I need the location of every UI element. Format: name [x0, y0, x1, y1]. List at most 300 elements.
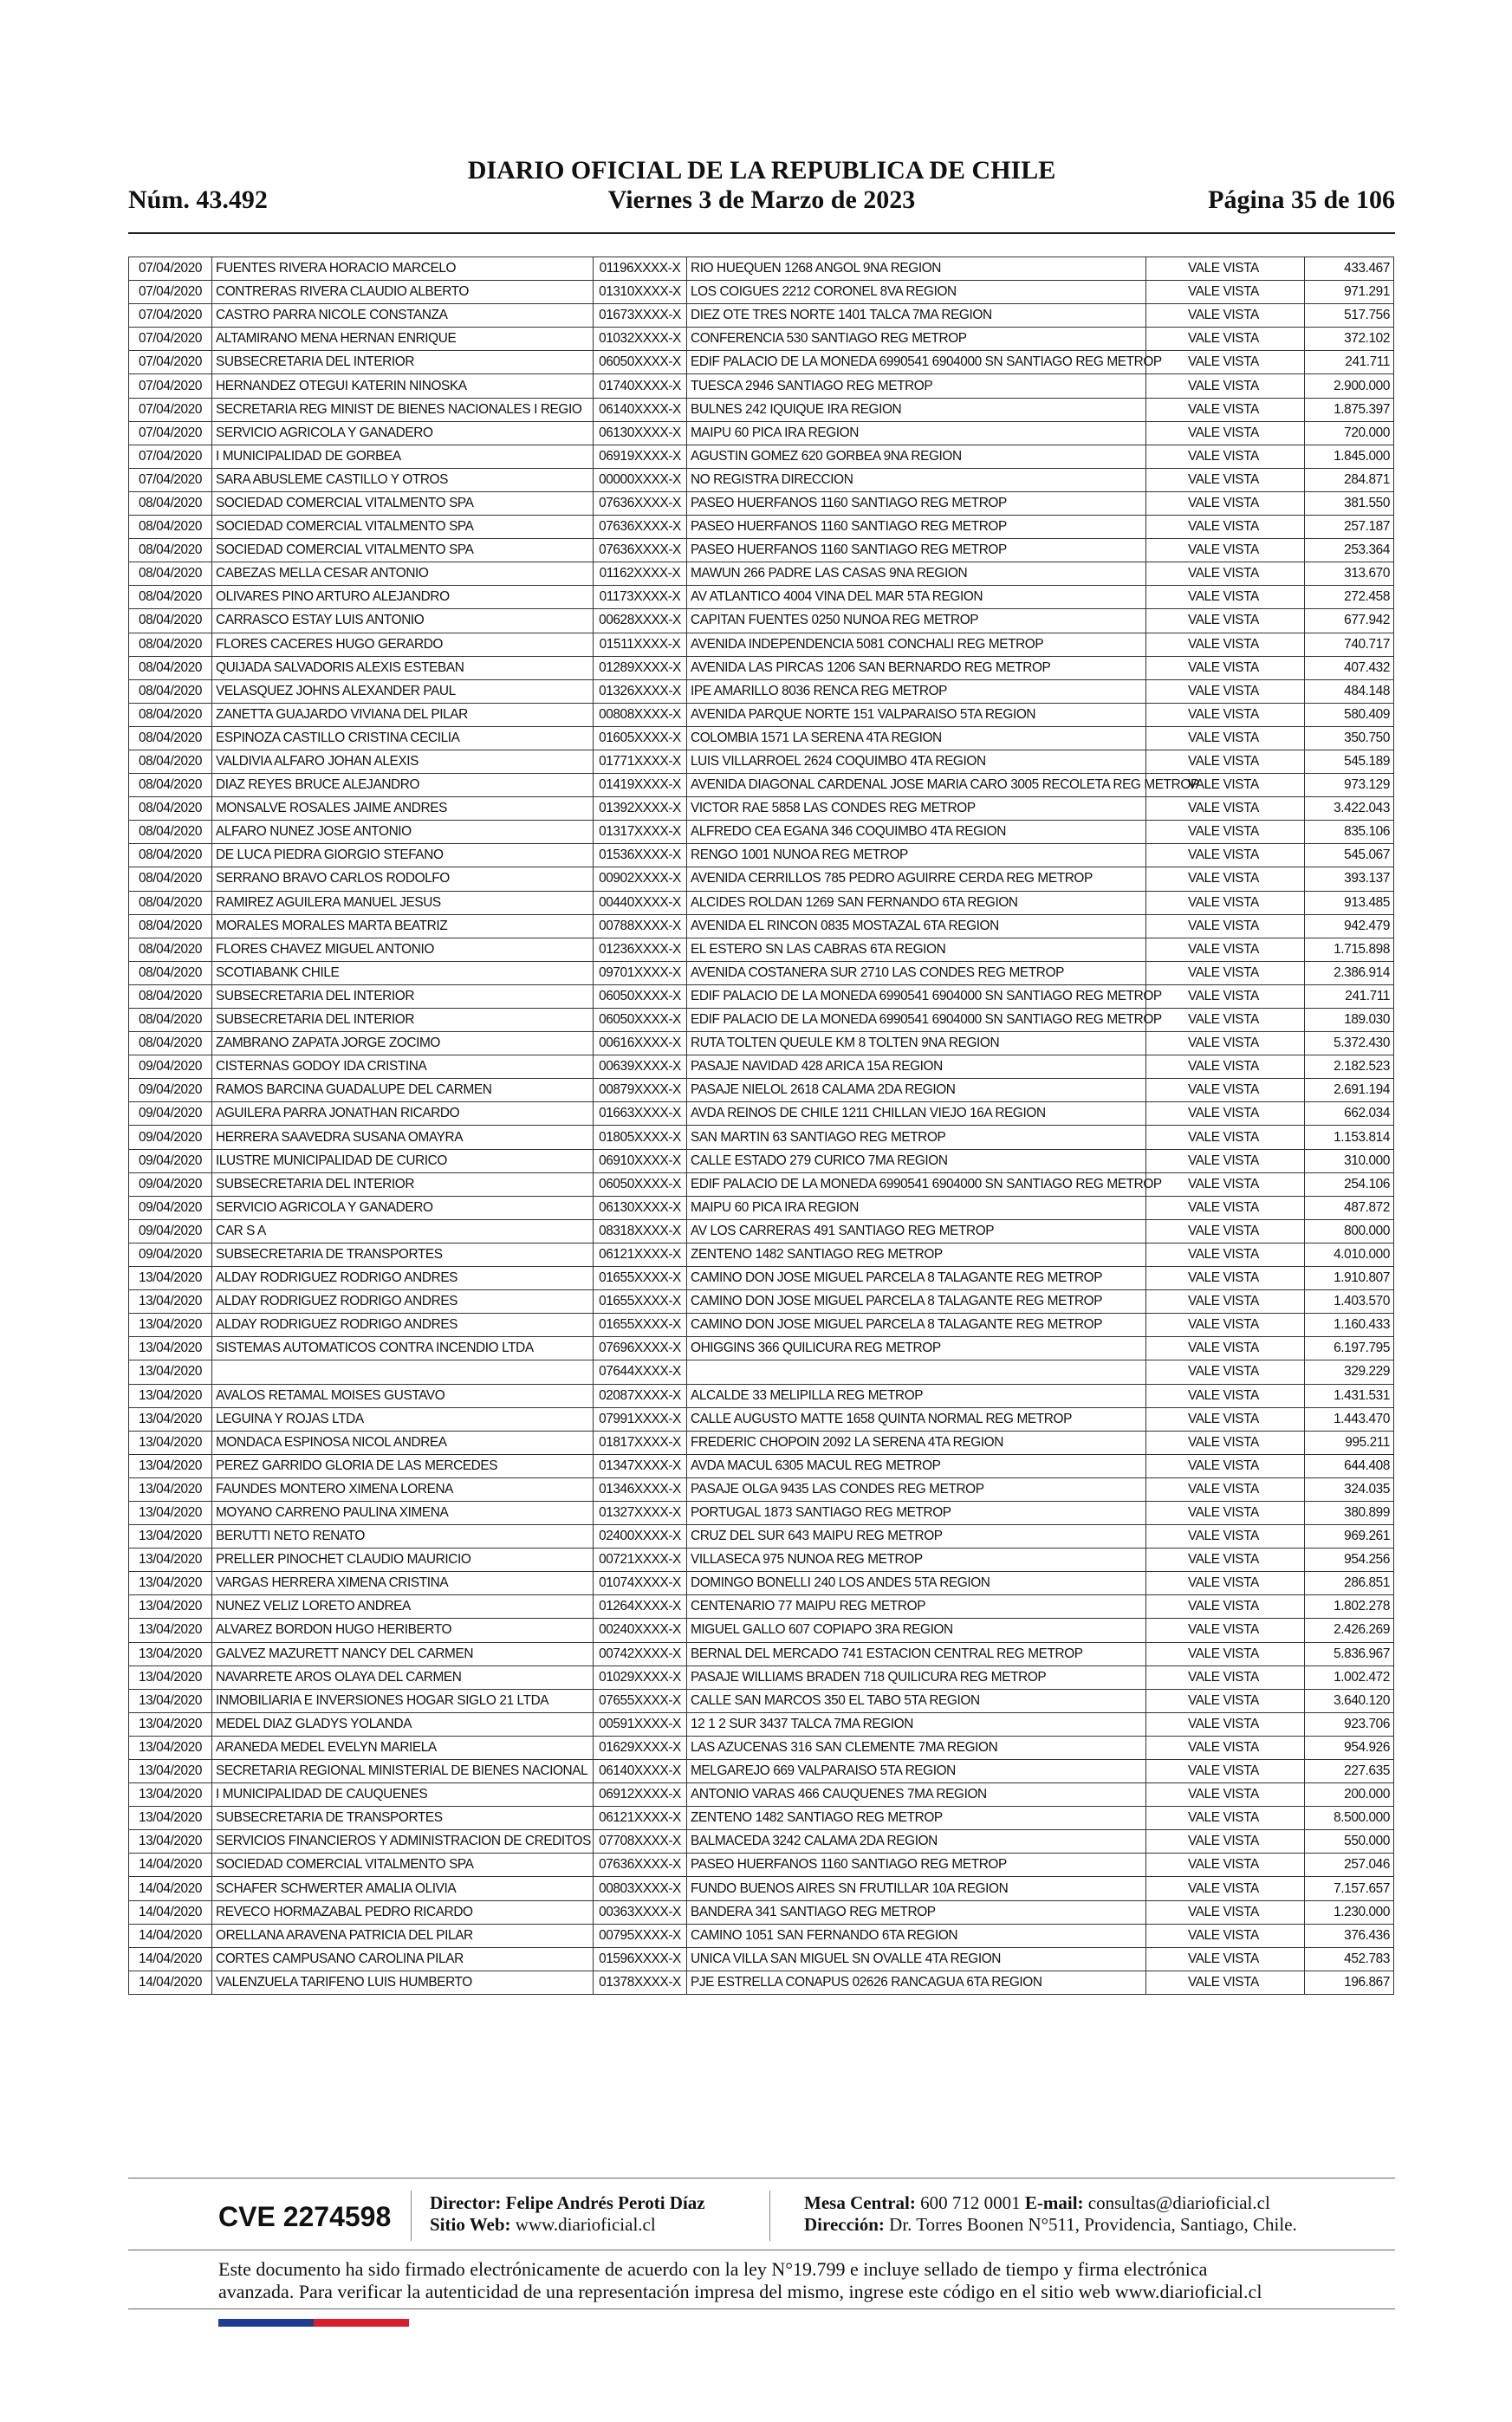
document-type-cell: VALE VISTA	[1146, 586, 1305, 609]
amount-cell: 720.000	[1305, 421, 1394, 445]
amount-cell: 1.160.433	[1305, 1314, 1394, 1337]
document-type-cell: VALE VISTA	[1146, 1172, 1305, 1196]
rut-cell: 08318XXXX-X	[594, 1219, 687, 1243]
address-cell: PASAJE OLGA 9435 LAS CONDES REG METROP	[687, 1477, 1146, 1501]
table-row	[129, 1360, 1394, 1384]
amount-cell: 5.836.967	[1305, 1642, 1394, 1666]
document-type-cell: VALE VISTA	[1146, 1572, 1305, 1595]
beneficiary-cell: SARA ABUSLEME CASTILLO Y OTROS	[212, 468, 594, 491]
document-type-cell: VALE VISTA	[1146, 633, 1305, 656]
table-row	[129, 1314, 1394, 1337]
address-text: Dr. Torres Boonen N°511, Providencia, Santiago, Chile.	[889, 2214, 1297, 2235]
beneficiary-cell: SUBSECRETARIA DEL INTERIOR	[212, 984, 594, 1008]
rut-cell: 01805XXXX-X	[594, 1126, 687, 1149]
document-type-cell: VALE VISTA	[1146, 1407, 1305, 1431]
document-type-cell: VALE VISTA	[1146, 797, 1305, 821]
amount-cell: 971.291	[1305, 281, 1394, 304]
amount-cell: 800.000	[1305, 1219, 1394, 1243]
rut-cell: 07636XXXX-X	[594, 516, 687, 539]
rut-cell: 01655XXXX-X	[594, 1267, 687, 1290]
address-cell: ALCIDES ROLDAN 1269 SAN FERNANDO 6TA REGION	[687, 891, 1146, 914]
document-type-cell: VALE VISTA	[1146, 703, 1305, 726]
table-row	[129, 1760, 1394, 1783]
beneficiary-cell: SECRETARIA REGIONAL MINISTERIAL DE BIENES NACIONAL	[212, 1760, 594, 1783]
table-row	[129, 1783, 1394, 1807]
rut-cell: 01655XXXX-X	[594, 1314, 687, 1337]
legal-line: Este documento ha sido firmado electrónicamente de acuerdo con la ley N°19.799 e incluye sellado de tiempo y firma electrónica	[218, 2258, 1208, 2280]
address-cell: FUNDO BUENOS AIRES SN FRUTILLAR 10A REGION	[687, 1877, 1146, 1900]
table-row	[129, 516, 1394, 539]
address-cell: ZENTENO 1482 SANTIAGO REG METROP	[687, 1243, 1146, 1266]
table-row	[129, 1290, 1394, 1314]
beneficiary-cell: CASTRO PARRA NICOLE CONSTANZA	[212, 304, 594, 328]
rut-cell: 01173XXXX-X	[594, 586, 687, 609]
beneficiary-cell: SCOTIABANK CHILE	[212, 961, 594, 984]
address-cell: AVENIDA EL RINCON 0835 MOSTAZAL 6TA REGION	[687, 914, 1146, 938]
date-cell: 13/04/2020	[129, 1549, 212, 1572]
table-row	[129, 374, 1394, 398]
date-cell: 08/04/2020	[129, 539, 212, 562]
table-row	[129, 421, 1394, 445]
beneficiary-cell: FLORES CHAVEZ MIGUEL ANTONIO	[212, 938, 594, 961]
document-type-cell: VALE VISTA	[1146, 609, 1305, 633]
website-link[interactable]: www.diarioficial.cl	[515, 2214, 656, 2235]
rut-cell: 01673XXXX-X	[594, 304, 687, 328]
date-cell: 08/04/2020	[129, 609, 212, 633]
beneficiary-cell: ARANEDA MEDEL EVELYN MARIELA	[212, 1736, 594, 1759]
address-cell: AV ATLANTICO 4004 VINA DEL MAR 5TA REGION	[687, 586, 1146, 609]
beneficiary-cell: ILUSTRE MUNICIPALIDAD DE CURICO	[212, 1149, 594, 1172]
address-cell: LOS COIGUES 2212 CORONEL 8VA REGION	[687, 281, 1146, 304]
amount-cell: 644.408	[1305, 1454, 1394, 1477]
rut-cell: 00803XXXX-X	[594, 1877, 687, 1900]
date-cell: 08/04/2020	[129, 844, 212, 867]
beneficiary-cell: VARGAS HERRERA XIMENA CRISTINA	[212, 1572, 594, 1595]
amount-cell: 942.479	[1305, 914, 1394, 938]
rut-cell: 00879XXXX-X	[594, 1079, 687, 1102]
date-cell: 09/04/2020	[129, 1196, 212, 1219]
document-type-cell: VALE VISTA	[1146, 1384, 1305, 1407]
address-cell: FREDERIC CHOPOIN 2092 LA SERENA 4TA REGION	[687, 1431, 1146, 1454]
flag-stripe	[218, 2319, 409, 2327]
rut-cell: 00363XXXX-X	[594, 1900, 687, 1924]
address-cell: DIEZ OTE TRES NORTE 1401 TALCA 7MA REGION	[687, 304, 1146, 328]
rut-cell: 01740XXXX-X	[594, 374, 687, 398]
amount-cell: 1.002.472	[1305, 1666, 1394, 1689]
date-cell: 13/04/2020	[129, 1431, 212, 1454]
email-address[interactable]: consultas@diarioficial.cl	[1087, 2192, 1270, 2213]
beneficiary-cell: FAUNDES MONTERO XIMENA LORENA	[212, 1477, 594, 1501]
date-cell: 13/04/2020	[129, 1760, 212, 1783]
amount-cell: 241.711	[1305, 984, 1394, 1008]
amount-cell: 580.409	[1305, 703, 1394, 726]
table-row	[129, 1079, 1394, 1102]
address-cell: EDIF PALACIO DE LA MONEDA 6990541 6904000 SN SANTIAGO REG METROP	[687, 1009, 1146, 1032]
table-row	[129, 1384, 1394, 1407]
address-cell: PASEO HUERFANOS 1160 SANTIAGO REG METROP	[687, 539, 1146, 562]
document-type-cell: VALE VISTA	[1146, 1219, 1305, 1243]
date-cell: 13/04/2020	[129, 1689, 212, 1712]
date-cell: 08/04/2020	[129, 891, 212, 914]
beneficiary-cell	[212, 1360, 594, 1384]
rut-cell: 01605XXXX-X	[594, 726, 687, 750]
table-row	[129, 609, 1394, 633]
beneficiary-cell: HERRERA SAAVEDRA SUSANA OMAYRA	[212, 1126, 594, 1149]
beneficiary-cell: SUBSECRETARIA DEL INTERIOR	[212, 351, 594, 374]
beneficiary-cell: SERVICIO AGRICOLA Y GANADERO	[212, 421, 594, 445]
beneficiary-cell: GALVEZ MAZURETT NANCY DEL CARMEN	[212, 1642, 594, 1666]
date-cell: 09/04/2020	[129, 1172, 212, 1196]
date-cell: 13/04/2020	[129, 1501, 212, 1524]
date-cell: 13/04/2020	[129, 1477, 212, 1501]
rut-cell: 06050XXXX-X	[594, 351, 687, 374]
beneficiary-cell: MONDACA ESPINOSA NICOL ANDREA	[212, 1431, 594, 1454]
table-row	[129, 961, 1394, 984]
beneficiary-cell: SOCIEDAD COMERCIAL VITALMENTO SPA	[212, 516, 594, 539]
publication-date: Viernes 3 de Marzo de 2023	[607, 185, 916, 214]
address-cell: IPE AMARILLO 8036 RENCA REG METROP	[687, 679, 1146, 703]
beneficiary-cell: NUNEZ VELIZ LORETO ANDREA	[212, 1595, 594, 1619]
table-row	[129, 1877, 1394, 1900]
amount-cell: 954.256	[1305, 1549, 1394, 1572]
rut-cell: 01074XXXX-X	[594, 1572, 687, 1595]
publication-title: DIARIO OFICIAL DE LA REPUBLICA DE CHILE	[467, 156, 1056, 185]
amount-cell: 350.750	[1305, 726, 1394, 750]
table-row	[129, 1454, 1394, 1477]
address-cell: AVENIDA COSTANERA SUR 2710 LAS CONDES REG METROP	[687, 961, 1146, 984]
address-cell: PASAJE NIELOL 2618 CALAMA 2DA REGION	[687, 1079, 1146, 1102]
address-cell: ALFREDO CEA EGANA 346 COQUIMBO 4TA REGION	[687, 821, 1146, 844]
document-type-cell: VALE VISTA	[1146, 1947, 1305, 1971]
address-cell: ANTONIO VARAS 466 CAUQUENES 7MA REGION	[687, 1783, 1146, 1807]
document-type-cell: VALE VISTA	[1146, 328, 1305, 351]
legal-line: avanzada. Para verificar la autenticidad de una representación impresa del mismo, ingrese este código en el sitio web www.diarioficial.cl	[218, 2281, 1262, 2302]
amount-cell: 227.635	[1305, 1760, 1394, 1783]
beneficiary-cell: SISTEMAS AUTOMATICOS CONTRA INCENDIO LTDA	[212, 1337, 594, 1360]
page-header	[128, 156, 1395, 217]
address-cell: RENGO 1001 NUNOA REG METROP	[687, 844, 1146, 867]
flag-red-band	[314, 2319, 409, 2327]
address-cell: SAN MARTIN 63 SANTIAGO REG METROP	[687, 1126, 1146, 1149]
beneficiary-cell: RAMIREZ AGUILERA MANUEL JESUS	[212, 891, 594, 914]
document-type-cell: VALE VISTA	[1146, 1009, 1305, 1032]
amount-cell: 2.691.194	[1305, 1079, 1394, 1102]
date-cell: 14/04/2020	[129, 1947, 212, 1971]
table-row	[129, 1924, 1394, 1947]
amount-cell: 973.129	[1305, 774, 1394, 797]
beneficiary-cell: HERNANDEZ OTEGUI KATERIN NINOSKA	[212, 374, 594, 398]
address-cell: AVENIDA INDEPENDENCIA 5081 CONCHALI REG METROP	[687, 633, 1146, 656]
beneficiary-cell: ALFARO NUNEZ JOSE ANTONIO	[212, 821, 594, 844]
address-cell: RIO HUEQUEN 1268 ANGOL 9NA REGION	[687, 257, 1146, 281]
page-number: Página 35 de 106	[1208, 185, 1395, 214]
rut-cell: 07991XXXX-X	[594, 1407, 687, 1431]
amount-cell: 1.153.814	[1305, 1126, 1394, 1149]
date-cell: 07/04/2020	[129, 398, 212, 421]
table-row	[129, 914, 1394, 938]
date-cell: 08/04/2020	[129, 984, 212, 1008]
address-cell: CAMINO DON JOSE MIGUEL PARCELA 8 TALAGANTE REG METROP	[687, 1267, 1146, 1290]
address-cell: BERNAL DEL MERCADO 741 ESTACION CENTRAL REG METROP	[687, 1642, 1146, 1666]
date-cell: 13/04/2020	[129, 1642, 212, 1666]
beneficiary-cell: ZAMBRANO ZAPATA JORGE ZOCIMO	[212, 1032, 594, 1055]
rut-cell: 00628XXXX-X	[594, 609, 687, 633]
document-type-cell: VALE VISTA	[1146, 961, 1305, 984]
table-row	[129, 1830, 1394, 1854]
date-cell: 14/04/2020	[129, 1854, 212, 1877]
table-row	[129, 328, 1394, 351]
document-type-cell: VALE VISTA	[1146, 257, 1305, 281]
rut-cell: 01378XXXX-X	[594, 1971, 687, 1994]
document-type-cell: VALE VISTA	[1146, 891, 1305, 914]
cve-code: CVE 2274598	[218, 2201, 392, 2232]
table-row	[129, 1009, 1394, 1032]
table-row	[129, 867, 1394, 891]
address-cell: CAMINO DON JOSE MIGUEL PARCELA 8 TALAGANTE REG METROP	[687, 1290, 1146, 1314]
rut-cell: 01663XXXX-X	[594, 1102, 687, 1126]
address-cell: PASAJE NAVIDAD 428 ARICA 15A REGION	[687, 1055, 1146, 1079]
rut-cell: 01347XXXX-X	[594, 1454, 687, 1477]
amount-cell: 1.443.470	[1305, 1407, 1394, 1431]
amount-cell: 484.148	[1305, 679, 1394, 703]
amount-cell: 1.431.531	[1305, 1384, 1394, 1407]
document-type-cell: VALE VISTA	[1146, 562, 1305, 586]
table-row	[129, 1431, 1394, 1454]
date-cell: 13/04/2020	[129, 1807, 212, 1830]
date-cell: 14/04/2020	[129, 1900, 212, 1924]
amount-cell: 253.364	[1305, 539, 1394, 562]
date-cell: 08/04/2020	[129, 750, 212, 773]
amount-cell: 969.261	[1305, 1525, 1394, 1549]
document-type-cell: VALE VISTA	[1146, 1830, 1305, 1854]
address-cell: ZENTENO 1482 SANTIAGO REG METROP	[687, 1807, 1146, 1830]
date-cell: 09/04/2020	[129, 1055, 212, 1079]
address-cell: VILLASECA 975 NUNOA REG METROP	[687, 1549, 1146, 1572]
rut-cell: 01629XXXX-X	[594, 1736, 687, 1759]
address-cell: MIGUEL GALLO 607 COPIAPO 3RA REGION	[687, 1619, 1146, 1642]
beneficiary-cell: ZANETTA GUAJARDO VIVIANA DEL PILAR	[212, 703, 594, 726]
document-type-cell: VALE VISTA	[1146, 1149, 1305, 1172]
address-cell: PASAJE WILLIAMS BRADEN 718 QUILICURA REG METROP	[687, 1666, 1146, 1689]
rut-cell: 02400XXXX-X	[594, 1525, 687, 1549]
date-cell: 08/04/2020	[129, 914, 212, 938]
document-type-cell: VALE VISTA	[1146, 421, 1305, 445]
amount-cell: 1.910.807	[1305, 1267, 1394, 1290]
document-type-cell: VALE VISTA	[1146, 281, 1305, 304]
address-cell: 12 1 2 SUR 3437 TALCA 7MA REGION	[687, 1712, 1146, 1736]
date-cell: 13/04/2020	[129, 1384, 212, 1407]
beneficiary-cell: SECRETARIA REG MINIST DE BIENES NACIONALES I REGIO	[212, 398, 594, 421]
table-row	[129, 938, 1394, 961]
address-cell: PORTUGAL 1873 SANTIAGO REG METROP	[687, 1501, 1146, 1524]
date-cell: 13/04/2020	[129, 1666, 212, 1689]
amount-cell: 1.403.570	[1305, 1290, 1394, 1314]
address-cell: MELGAREJO 669 VALPARAISO 5TA REGION	[687, 1760, 1146, 1783]
beneficiary-cell: VALDIVIA ALFARO JOHAN ALEXIS	[212, 750, 594, 773]
table-row	[129, 1525, 1394, 1549]
amount-cell: 4.010.000	[1305, 1243, 1394, 1266]
table-row	[129, 1149, 1394, 1172]
beneficiary-cell: MONSALVE ROSALES JAIME ANDRES	[212, 797, 594, 821]
rut-cell: 00000XXXX-X	[594, 468, 687, 491]
amount-cell: 1.802.278	[1305, 1595, 1394, 1619]
table-row	[129, 1689, 1394, 1712]
amount-cell: 913.485	[1305, 891, 1394, 914]
date-cell: 09/04/2020	[129, 1102, 212, 1126]
rut-cell: 00240XXXX-X	[594, 1619, 687, 1642]
date-cell: 08/04/2020	[129, 703, 212, 726]
date-cell: 13/04/2020	[129, 1314, 212, 1337]
beneficiary-cell: MEDEL DIAZ GLADYS YOLANDA	[212, 1712, 594, 1736]
rut-cell: 01289XXXX-X	[594, 656, 687, 679]
records-table-wrapper	[128, 256, 1393, 1995]
address-cell: PASEO HUERFANOS 1160 SANTIAGO REG METROP	[687, 1854, 1146, 1877]
table-row	[129, 1055, 1394, 1079]
address-cell: BANDERA 341 SANTIAGO REG METROP	[687, 1900, 1146, 1924]
beneficiary-cell: PEREZ GARRIDO GLORIA DE LAS MERCEDES	[212, 1454, 594, 1477]
address-cell: CRUZ DEL SUR 643 MAIPU REG METROP	[687, 1525, 1146, 1549]
document-type-cell: VALE VISTA	[1146, 1501, 1305, 1524]
rut-cell: 01419XXXX-X	[594, 774, 687, 797]
amount-cell: 1.845.000	[1305, 445, 1394, 468]
records-table-body	[129, 257, 1394, 1995]
table-row	[129, 398, 1394, 421]
director-block	[430, 2192, 705, 2236]
rut-cell: 06050XXXX-X	[594, 1009, 687, 1032]
address-cell: OHIGGINS 366 QUILICURA REG METROP	[687, 1337, 1146, 1360]
amount-cell: 200.000	[1305, 1783, 1394, 1807]
document-type-cell: VALE VISTA	[1146, 491, 1305, 515]
rut-cell: 01346XXXX-X	[594, 1477, 687, 1501]
amount-cell: 272.458	[1305, 586, 1394, 609]
rut-cell: 01310XXXX-X	[594, 281, 687, 304]
rut-cell: 01317XXXX-X	[594, 821, 687, 844]
document-type-cell: VALE VISTA	[1146, 1477, 1305, 1501]
beneficiary-cell: AGUILERA PARRA JONATHAN RICARDO	[212, 1102, 594, 1126]
rut-cell: 06919XXXX-X	[594, 445, 687, 468]
date-cell: 13/04/2020	[129, 1783, 212, 1807]
rut-cell: 06130XXXX-X	[594, 421, 687, 445]
document-type-cell: VALE VISTA	[1146, 1290, 1305, 1314]
beneficiary-cell: VELASQUEZ JOHNS ALEXANDER PAUL	[212, 679, 594, 703]
address-cell: AVENIDA PARQUE NORTE 151 VALPARAISO 5TA REGION	[687, 703, 1146, 726]
amount-cell: 550.000	[1305, 1830, 1394, 1854]
rut-cell: 06050XXXX-X	[594, 1172, 687, 1196]
address-cell: AVENIDA DIAGONAL CARDENAL JOSE MARIA CARO 3005 RECOLETA REG METROP	[687, 774, 1146, 797]
address-cell: AGUSTIN GOMEZ 620 GORBEA 9NA REGION	[687, 445, 1146, 468]
address-cell: NO REGISTRA DIRECCION	[687, 468, 1146, 491]
document-type-cell: VALE VISTA	[1146, 1689, 1305, 1712]
address-cell: DOMINGO BONELLI 240 LOS ANDES 5TA REGION	[687, 1572, 1146, 1595]
document-type-cell: VALE VISTA	[1146, 774, 1305, 797]
beneficiary-cell: LEGUINA Y ROJAS LTDA	[212, 1407, 594, 1431]
date-cell: 08/04/2020	[129, 938, 212, 961]
date-cell: 07/04/2020	[129, 445, 212, 468]
document-type-cell: VALE VISTA	[1146, 304, 1305, 328]
amount-cell: 1.230.000	[1305, 1900, 1394, 1924]
date-cell: 13/04/2020	[129, 1595, 212, 1619]
document-type-cell: VALE VISTA	[1146, 445, 1305, 468]
amount-cell: 372.102	[1305, 328, 1394, 351]
table-row	[129, 1619, 1394, 1642]
footer-separator	[411, 2191, 412, 2241]
table-row	[129, 656, 1394, 679]
document-type-cell: VALE VISTA	[1146, 1595, 1305, 1619]
amount-cell: 376.436	[1305, 1924, 1394, 1947]
table-row	[129, 1900, 1394, 1924]
amount-cell: 3.422.043	[1305, 797, 1394, 821]
date-cell: 09/04/2020	[129, 1079, 212, 1102]
document-type-cell: VALE VISTA	[1146, 1642, 1305, 1666]
document-type-cell: VALE VISTA	[1146, 1032, 1305, 1055]
amount-cell: 1.715.898	[1305, 938, 1394, 961]
rut-cell: 09701XXXX-X	[594, 961, 687, 984]
table-row	[129, 1947, 1394, 1971]
table-row	[129, 1196, 1394, 1219]
date-cell: 08/04/2020	[129, 586, 212, 609]
address-cell: TUESCA 2946 SANTIAGO REG METROP	[687, 374, 1146, 398]
rut-cell: 01771XXXX-X	[594, 750, 687, 773]
document-type-cell: VALE VISTA	[1146, 1454, 1305, 1477]
table-row	[129, 984, 1394, 1008]
document-type-cell: VALE VISTA	[1146, 867, 1305, 891]
rut-cell: 01511XXXX-X	[594, 633, 687, 656]
rut-cell: 01264XXXX-X	[594, 1595, 687, 1619]
amount-cell: 835.106	[1305, 821, 1394, 844]
address-cell: UNICA VILLA SAN MIGUEL SN OVALLE 4TA REGION	[687, 1947, 1146, 1971]
beneficiary-cell: DE LUCA PIEDRA GIORGIO STEFANO	[212, 844, 594, 867]
document-type-cell: VALE VISTA	[1146, 468, 1305, 491]
table-row	[129, 1126, 1394, 1149]
address-cell: BALMACEDA 3242 CALAMA 2DA REGION	[687, 1830, 1146, 1854]
document-type-cell: VALE VISTA	[1146, 374, 1305, 398]
date-cell: 08/04/2020	[129, 656, 212, 679]
amount-cell: 329.229	[1305, 1360, 1394, 1384]
document-type-cell: VALE VISTA	[1146, 1431, 1305, 1454]
rut-cell: 06912XXXX-X	[594, 1783, 687, 1807]
table-row	[129, 281, 1394, 304]
beneficiary-cell: ALDAY RODRIGUEZ RODRIGO ANDRES	[212, 1267, 594, 1290]
document-type-cell: VALE VISTA	[1146, 1666, 1305, 1689]
document-type-cell: VALE VISTA	[1146, 1525, 1305, 1549]
rut-cell: 01655XXXX-X	[594, 1290, 687, 1314]
table-row	[129, 1477, 1394, 1501]
amount-cell: 740.717	[1305, 633, 1394, 656]
beneficiary-cell: PRELLER PINOCHET CLAUDIO MAURICIO	[212, 1549, 594, 1572]
footer-top-divider	[128, 2178, 1395, 2179]
rut-cell: 01196XXXX-X	[594, 257, 687, 281]
document-type-cell: VALE VISTA	[1146, 1619, 1305, 1642]
beneficiary-cell: CAR S A	[212, 1219, 594, 1243]
table-row	[129, 703, 1394, 726]
amount-cell: 196.867	[1305, 1971, 1394, 1994]
document-type-cell: VALE VISTA	[1146, 1196, 1305, 1219]
address-cell: CALLE ESTADO 279 CURICO 7MA REGION	[687, 1149, 1146, 1172]
table-row	[129, 562, 1394, 586]
amount-cell: 487.872	[1305, 1196, 1394, 1219]
rut-cell: 02087XXXX-X	[594, 1384, 687, 1407]
email-label: E-mail:	[1024, 2192, 1084, 2213]
address-cell: EDIF PALACIO DE LA MONEDA 6990541 6904000 SN SANTIAGO REG METROP	[687, 984, 1146, 1008]
document-type-cell: VALE VISTA	[1146, 351, 1305, 374]
date-cell: 09/04/2020	[129, 1219, 212, 1243]
amount-cell: 310.000	[1305, 1149, 1394, 1172]
rut-cell: 06121XXXX-X	[594, 1243, 687, 1266]
beneficiary-cell: SCHAFER SCHWERTER AMALIA OLIVIA	[212, 1877, 594, 1900]
address-cell: MAIPU 60 PICA IRA REGION	[687, 1196, 1146, 1219]
records-table	[128, 256, 1394, 1995]
document-type-cell: VALE VISTA	[1146, 938, 1305, 961]
